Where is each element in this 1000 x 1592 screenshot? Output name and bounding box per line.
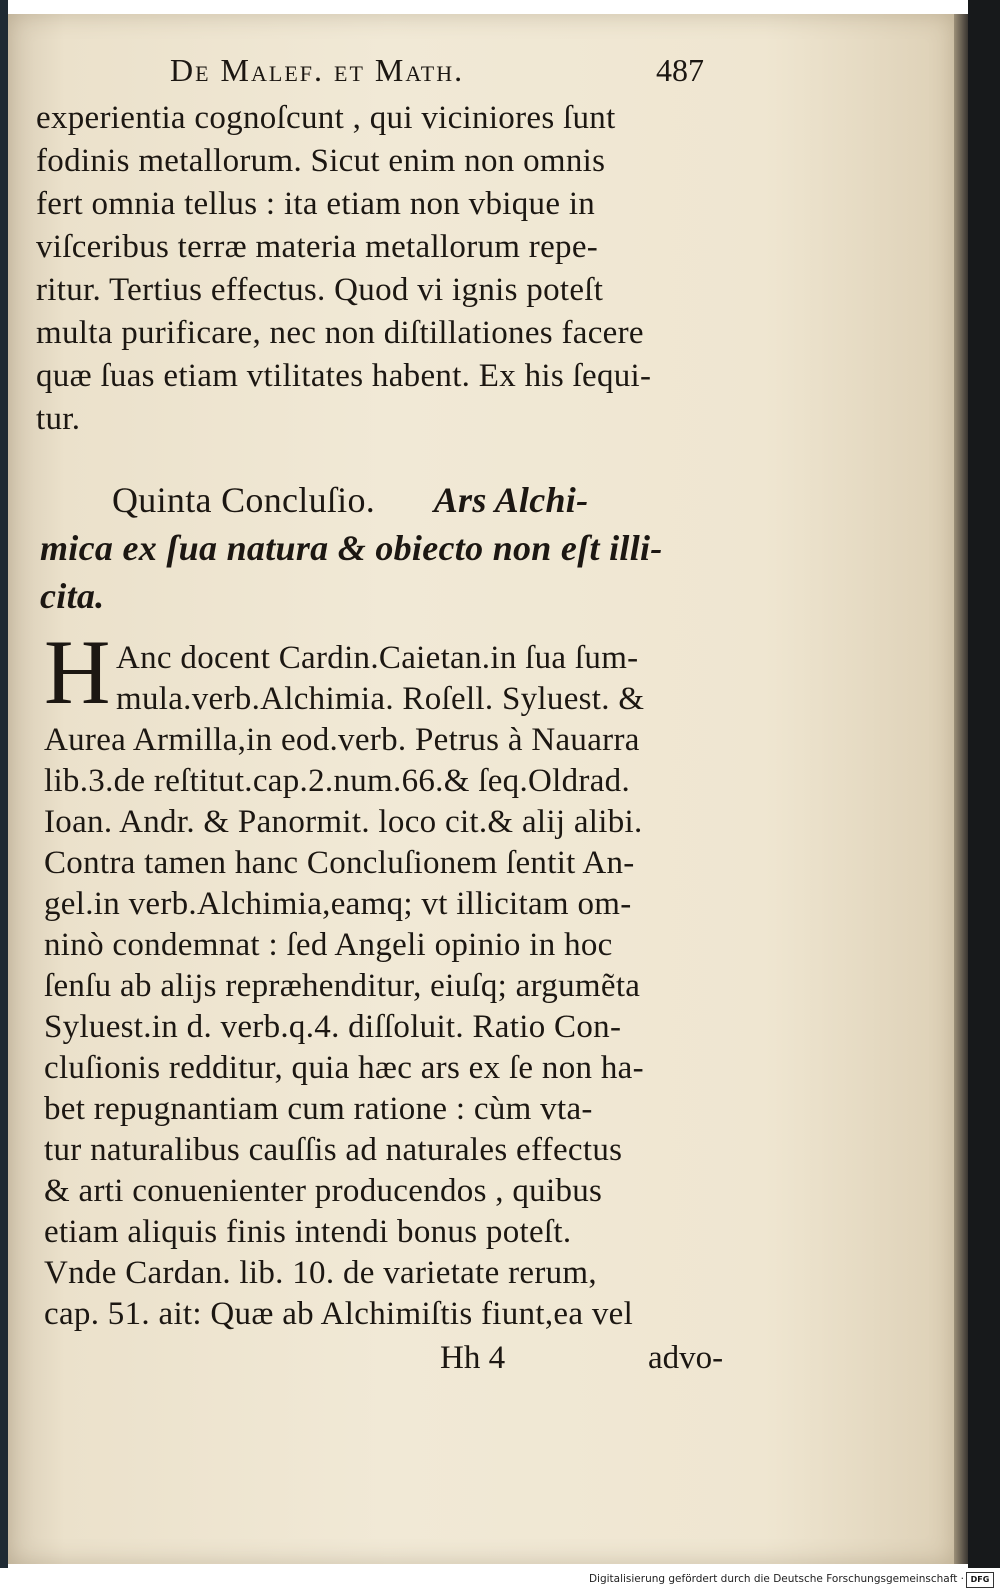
text-line: cluſionis redditur, quia hæc ars ex ſe non ha- <box>44 1050 644 1086</box>
dfg-logo-icon: DFG <box>966 1572 994 1588</box>
book-binding <box>0 0 8 1568</box>
conclusion-italic-line: cita. <box>40 576 105 616</box>
text-line: fodinis metallorum. Sicut enim non omnis <box>36 143 606 179</box>
text-line: Vnde Cardan. lib. 10. de varietate rerum, <box>44 1255 597 1291</box>
page-edge-shadow <box>954 14 968 1564</box>
drop-cap-initial: H <box>44 621 111 723</box>
signature-mark: Hh 4 <box>440 1340 506 1376</box>
text-line: Contra tamen hanc Concluſionem ſentit An- <box>44 845 635 881</box>
text-line: Ioan. Andr. & Panormit. loco cit.& alij alibi. <box>44 804 643 840</box>
text-line: tur. <box>36 401 81 437</box>
running-head: De Malef. et Math. <box>170 52 465 88</box>
conclusion-italic-part: Ars Alchi- <box>433 480 589 520</box>
catchword: advo- <box>648 1340 724 1376</box>
text-line: ritur. Tertius effectus. Quod vi ignis poteſt <box>36 272 604 308</box>
text-line: quæ ſuas etiam vtilitates habent. Ex his ſequi- <box>36 358 652 394</box>
text-line: multa purificare, nec non diſtillationes facere <box>36 315 644 351</box>
text-line: tur naturalibus cauſſis ad naturales effectus <box>44 1132 623 1168</box>
text-line: lib.3.de reſtitut.cap.2.num.66.& ſeq.Oldrad. <box>44 763 630 799</box>
text-line: experientia cognoſcunt , qui viciniores ſunt <box>36 100 616 136</box>
text-line: gel.in verb.Alchimia,eamq; vt illicitam om- <box>44 886 632 922</box>
page-number: 487 <box>656 52 704 88</box>
conclusion-italic-line: mica ex ſua natura & obiecto non eſt illi- <box>40 528 663 568</box>
text-line: Syluest.in d. verb.q.4. diſſoluit. Ratio Con- <box>44 1009 622 1045</box>
text-line: bet repugnantiam cum ratione : cùm vta- <box>44 1091 593 1127</box>
text-line: & arti conuenienter producendos , quibus <box>44 1173 603 1209</box>
text-line: etiam aliquis finis intendi bonus poteſt. <box>44 1214 572 1250</box>
scan-background <box>968 0 1000 1568</box>
text-line: ſenſu ab alijs repræhenditur, eiuſq; argumẽta <box>44 968 641 1004</box>
conclusion-heading-line <box>112 480 588 520</box>
text-line: cap. 51. ait: Quæ ab Alchimiſtis fiunt,ea vel <box>44 1296 634 1332</box>
text-line: viſceribus terræ materia metallorum repe- <box>36 229 599 265</box>
text-line: Aurea Armilla,in eod.verb. Petrus à Nauarra <box>44 722 640 758</box>
text-line: mula.verb.Alchimia. Roſell. Syluest. & <box>116 681 645 717</box>
text-line: fert omnia tellus : ita etiam non vbique in <box>36 186 596 222</box>
text-line: ninò condemnat : ſed Angeli opinio in hoc <box>44 927 613 963</box>
text-line: Anc docent Cardin.Caietan.in ſua ſum- <box>116 640 639 676</box>
funding-credit: Digitalisierung gefördert durch die Deutsche Forschungsgemeinschaft · <box>588 1573 964 1585</box>
conclusion-label: Quinta Concluſio. <box>112 480 376 520</box>
